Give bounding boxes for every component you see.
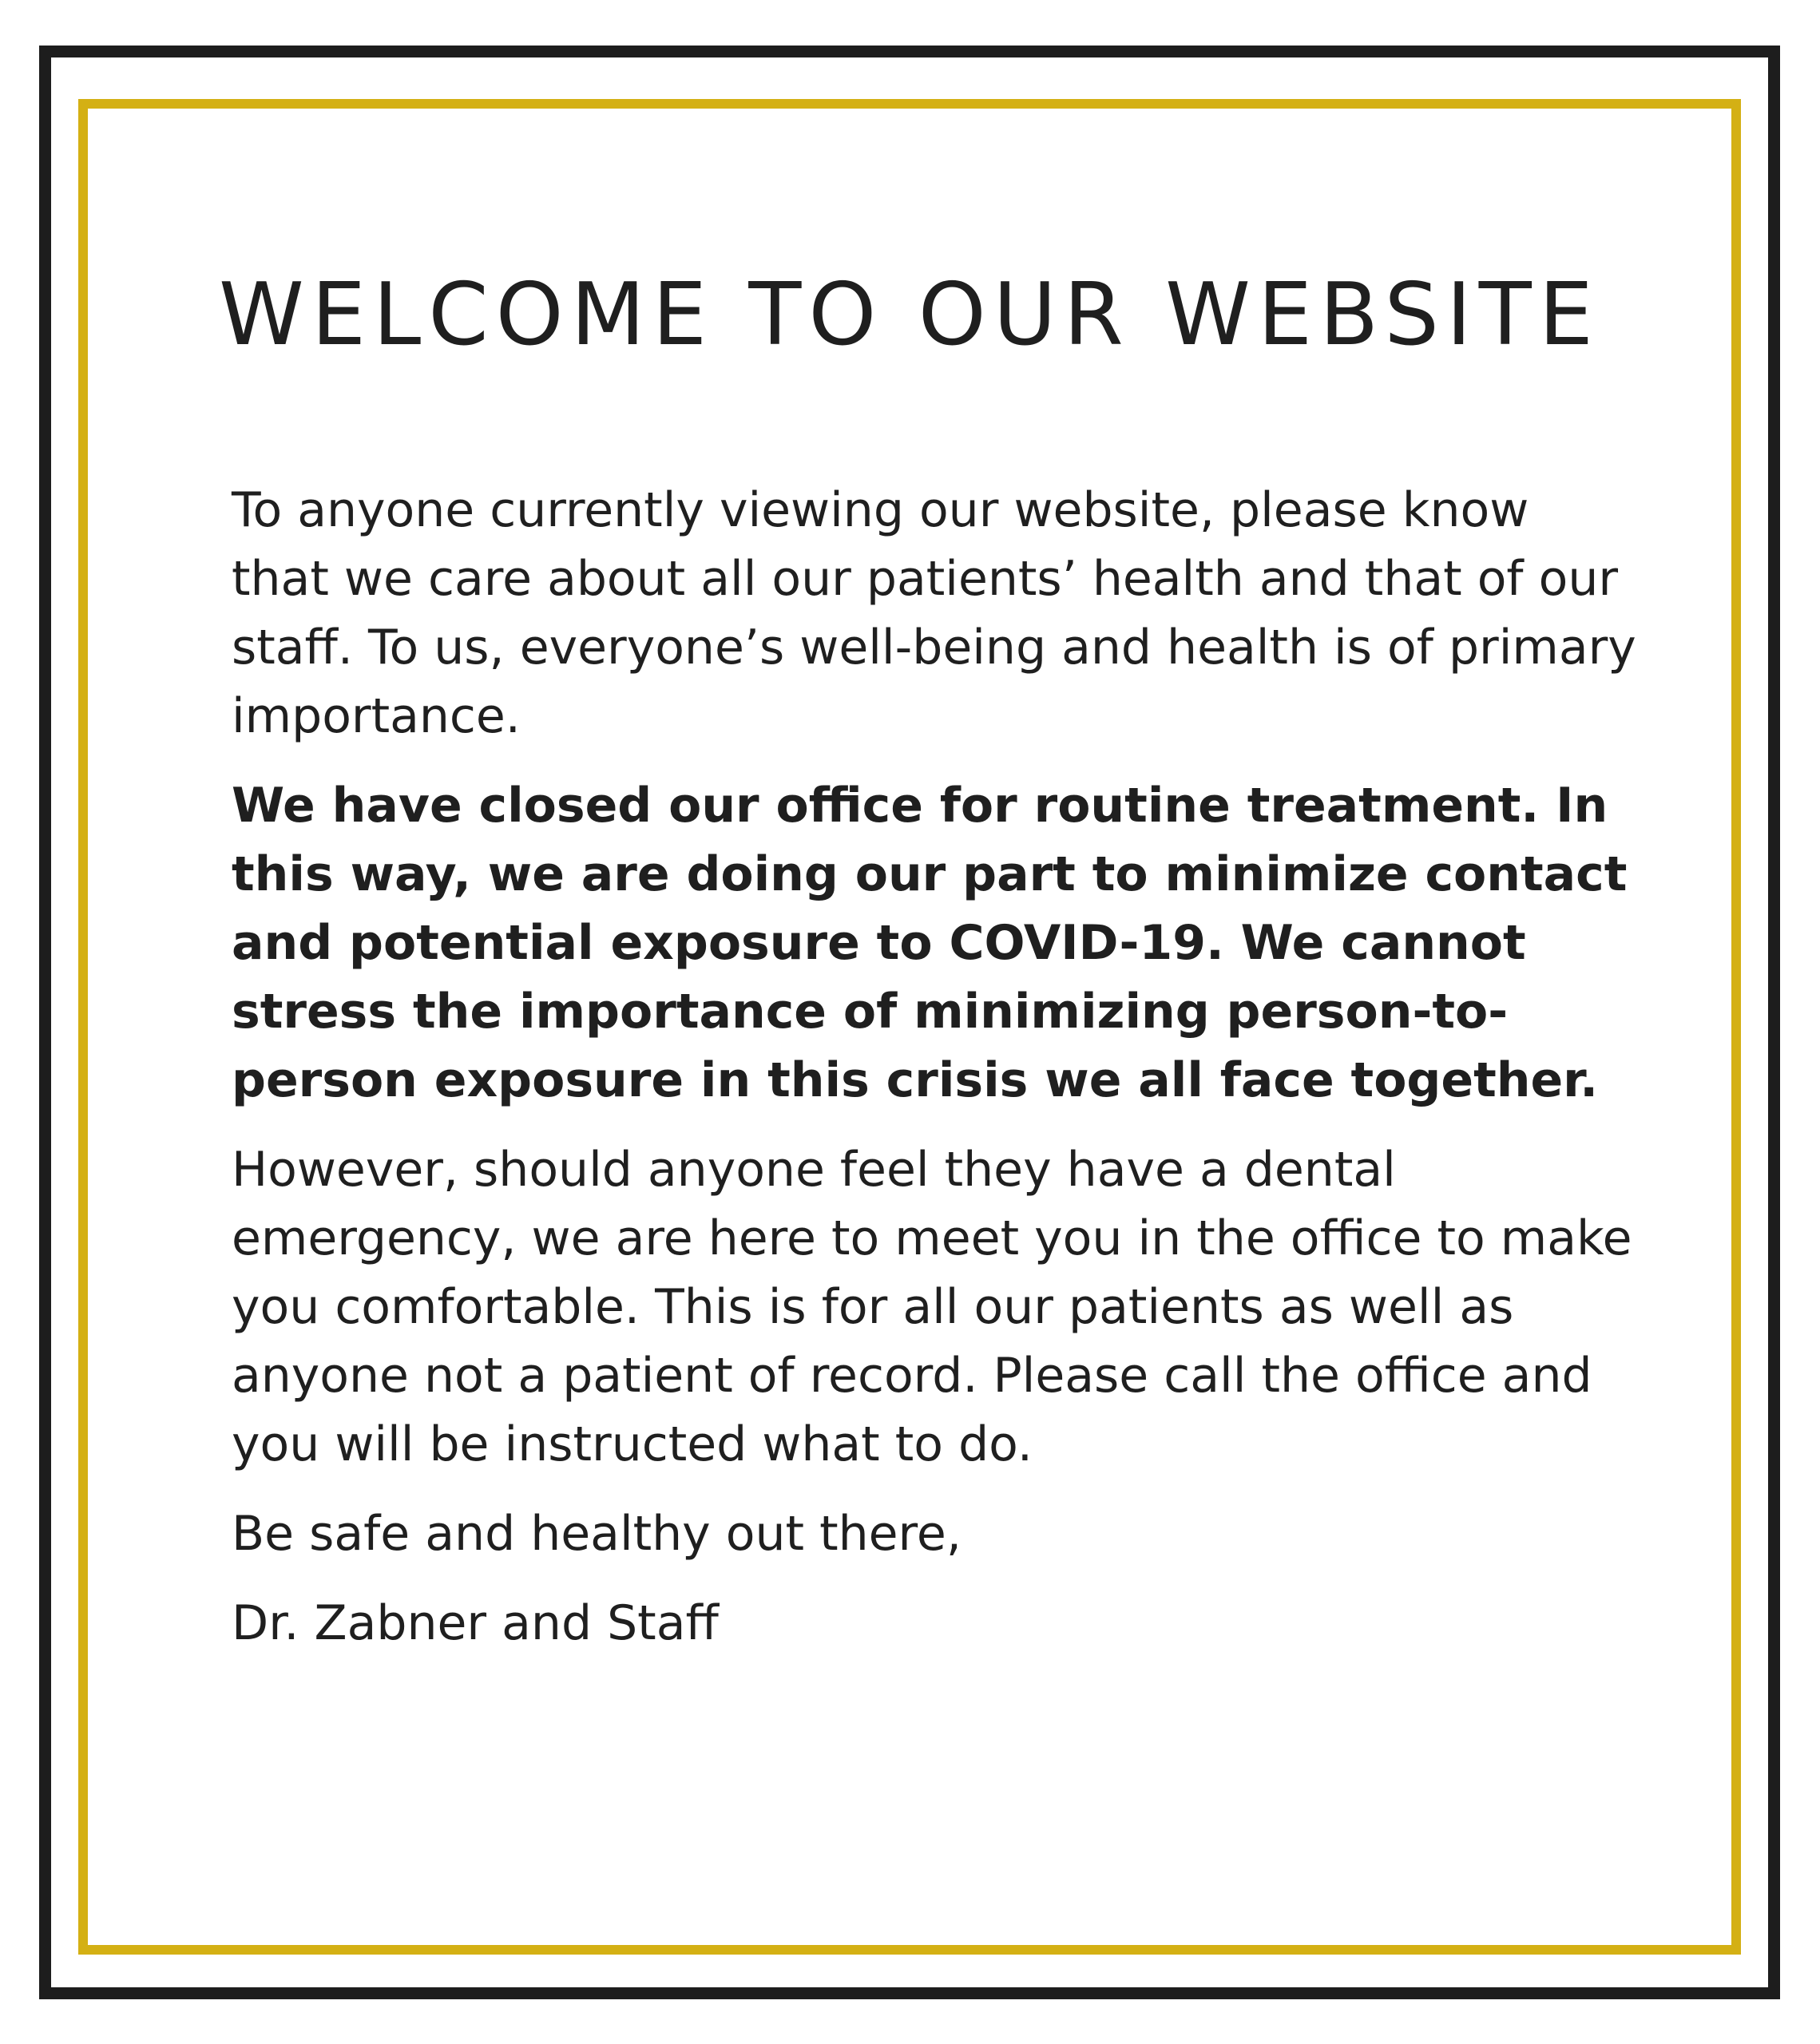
page-title: WELCOME TO OUR WEBSITE bbox=[219, 265, 1600, 365]
emergency-paragraph: However, should anyone feel they have a dental emergency, we are here to meet you in the office to make you comfortable. This is for all our patients as well as anyone not a patient of record. Please call the office and you will be instructed what to do. bbox=[232, 1142, 1632, 1472]
closure-paragraph: We have closed our office for routine treatment. In this way, we are doing our part to minimize contact and potential exposure to COVID-19. We cannot stress the importance of minimizing person-to-person exposure in this crisis we all face together. bbox=[232, 778, 1628, 1108]
signature: Dr. Zabner and Staff bbox=[232, 1595, 719, 1651]
closing-line: Be safe and healthy out there, bbox=[232, 1506, 962, 1562]
notice-body bbox=[232, 476, 1637, 1678]
intro-paragraph: To anyone currently viewing our website, please know that we care about all our patients’ health and that of our staff. To us, everyone’s well-being and health is of primary importance. bbox=[232, 482, 1636, 744]
